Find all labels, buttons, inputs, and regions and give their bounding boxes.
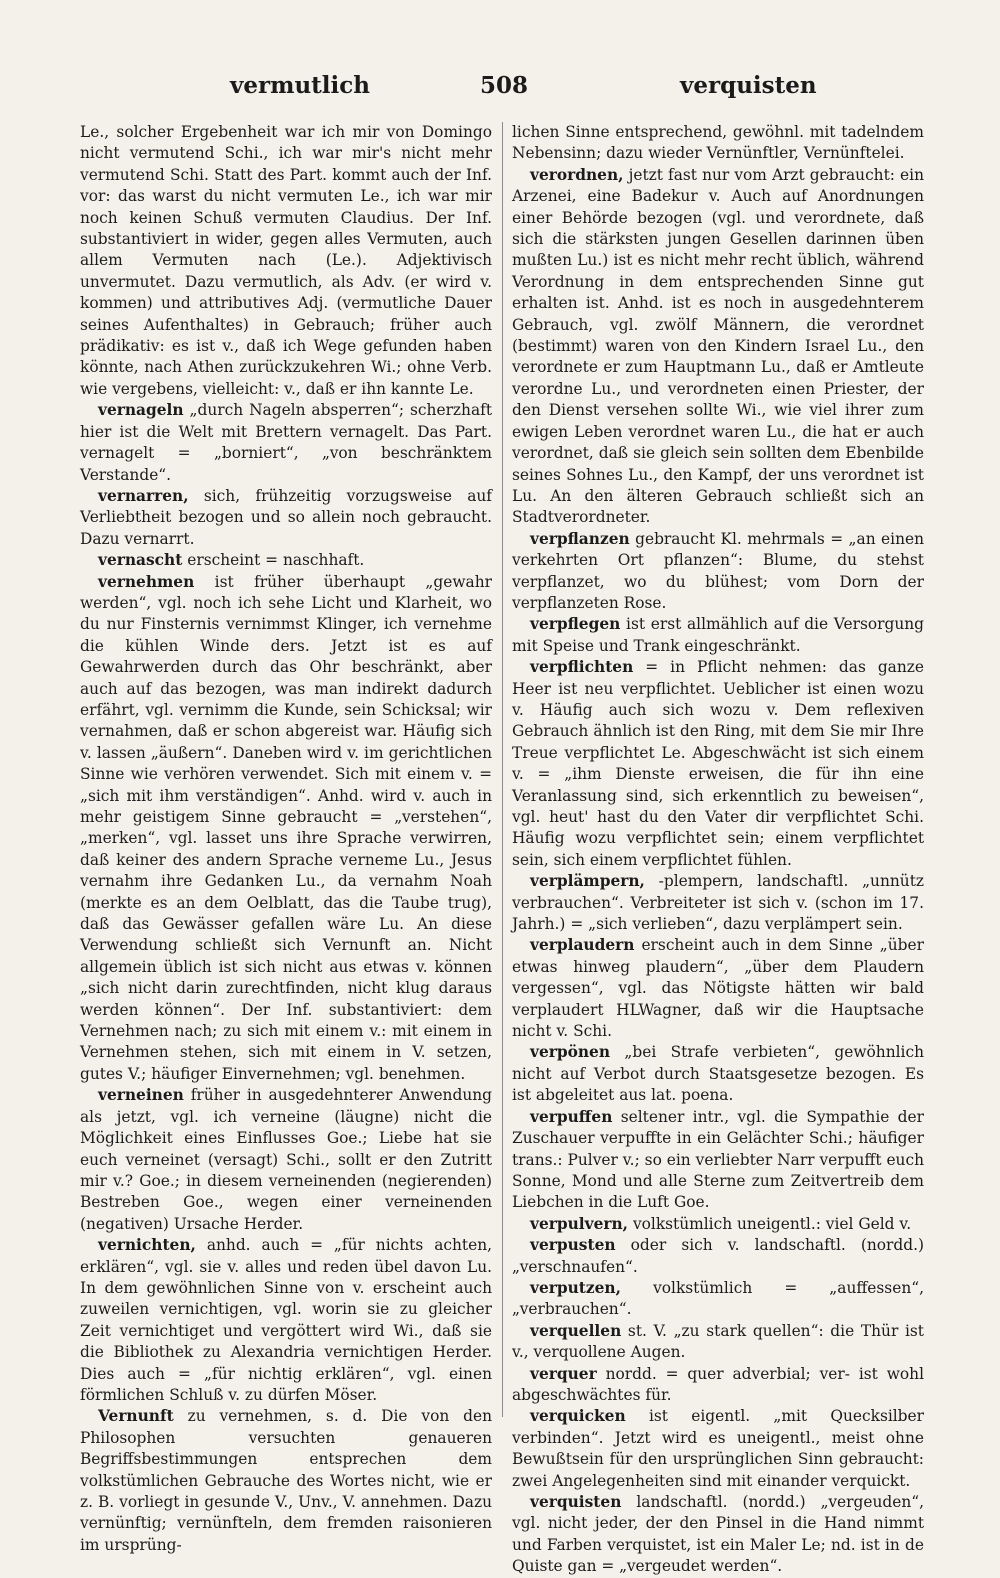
entry-text: landschaftl. (nordd.) „vergeuden“, vgl. nicht jeder, der den Pinsel in die Hand nimmt und Farben verquistet, ist ein Maler Le; nd. ist in de Quiste gan = „vergeudet werden“. xyxy=(512,1493,924,1576)
page-number: 508 xyxy=(480,72,529,99)
entry-text: ist eigentl. „mit Quecksilber verbinden“. Jetzt wird es uneigentl., meist ohne Bewußtsein für den ursprünglichen Sinn gebraucht: zwei Angelegenheiten sind mit einander verquickt. xyxy=(512,1407,924,1490)
entry-headword: verputzen, xyxy=(530,1278,621,1297)
entry-text: jetzt fast nur vom Arzt gebraucht: ein Arzenei, eine Badekur v. Auch auf Anordnungen einer Behörde bezogen (vgl. und verordnete, daß sich die stärksten jungen Gesellen darinnen üben mußten Lu.) ist es nicht mehr recht üblich, während Verordnung in dem entsprechenden Sinne gut erhalten ist. Anhd. ist es noch in ausgedehnterem Gebrauch, vgl. zwölf Männern, die verordnet (bestimmt) waren von den Kindern Israel Lu., den verordnete er zum Hauptmann Lu., daß er Amtleute verordne Lu., und verordneten einen Priester, der den Dienst versehen sollte Wi., wie viel ihrer zum ewigen Leben verordnet waren Lu., die hat er auch verordnet, daß sie gleich sein sollten dem Ebenbilde seines Sohnes Lu., den Kampf, der uns verordnet ist Lu. An den älteren Gebrauch schließt sich an Stadtverordneter. xyxy=(512,165,924,527)
entry-text: seltener intr., vgl. die Sympathie der Zuschauer verpuffte in ein Gelächter Schi.; häufiger trans.: Pulver v.; so ein verliebter Narr verpufft euch Sonne, Mond und alle Sterne zum Zeitvertreib dem Liebchen in die Luft Goe. xyxy=(512,1107,924,1212)
entry-headword: verpflanzen xyxy=(530,529,630,548)
entry-headword: verordnen, xyxy=(530,165,624,184)
entry-headword: verpulvern, xyxy=(530,1214,629,1233)
entry-text: volkstümlich uneigentl.: viel Geld v. xyxy=(628,1214,912,1233)
entry-text: oder sich v. landschaftl. (nordd.) „verschnaufen“. xyxy=(512,1236,924,1276)
column-divider xyxy=(502,122,503,1417)
entry-text: ist früher überhaupt „gewahr werden“, vgl. noch ich sehe Licht und Klarheit, wo du nur Finsternis vernimmst Klinger, ich vernehme die kühlen Winde ders. Jetzt ist es auf Gewahrwerden durch das Ohr beschränkt, aber auch auf das bezogen, was man indirekt dadurch erfährt, vgl. vernimm die Kunde, sein Schicksal; wir vernahmen, daß er schon abgereist war. Häufig sich v. lassen „äußern“. Daneben wird v. im gerichtlichen Sinne wie verhören verwendet. Sich mit einem v. = „sich mit ihm verständigen“. Anhd. wird v. auch in mehr geistigem Sinne gebraucht = „verstehen“, „merken“, vgl. lasset uns ihre Sprache verwirren, daß keiner des andern Sprache verneme Lu., Jesus vernahm ihre Gedanken Lu., da vernahm Noah (merkte es an dem Oelblatt, das die Taube trug), daß das Gewässer gefallen wäre Lu. An diese Verwendung schließt sich Vernunft an. Nicht allgemein üblich ist sich nicht aus etwas v. können „sich nicht darin zurechtfinden, nicht klug daraus werden können“. Der Inf. substantiviert: dem Vernehmen nach; zu sich mit einem v.: mit einem in Vernehmen stehen, sich mit einem in V. setzen, gutes V.; häufiger Einvernehmen; vgl. benehmen. xyxy=(80,572,492,1083)
dictionary-entry xyxy=(80,550,492,571)
dictionary-entry xyxy=(80,572,492,1086)
entry-text: = in Pflicht nehmen: das ganze Heer ist neu verpflichtet. Ueblicher ist einen wozu v. Häufig auch sich wozu v. Dem reflexiven Gebrauch ähnlich ist den Ring, mit dem Sie mir Ihre Treue verpflichtet Le. Abgeschwächt ist sich einem v. = „ihm Dienste erweisen, die für ihn eine Veranlassung sind, sich erkenntlich zu beweisen“, vgl. heut' hast du den Vater dir verpflichtet Schi. Häufig wozu verpflichtet sein; einem verpflichtet sein, sich einem verpflichtet fühlen. xyxy=(512,658,924,869)
dictionary-entry xyxy=(80,1085,492,1235)
entry-text: st. V. „zu stark quellen“: die Thür ist v., verquollene Augen. xyxy=(512,1321,924,1362)
entry-headword: vernascht xyxy=(98,551,183,570)
entry-headword: verneinen xyxy=(98,1086,184,1105)
entry-headword: verpönen xyxy=(530,1043,611,1062)
dictionary-entry xyxy=(512,1278,924,1321)
entry-text: zu vernehmen, s. d. Die von den Philosophen versuchten genaueren Begriffsbestimmungen entsprechen dem volkstümlichen Gebrauche des Wortes nicht, wie er z. B. vorliegt in gesunde V., Unv., V. annehmen. Dazu vernünftig; vernünfteln, dem fremden raisonieren im ursprüng- xyxy=(80,1407,492,1554)
dictionary-entry xyxy=(80,486,492,550)
dictionary-entry xyxy=(512,657,924,871)
entry-headword: verquellen xyxy=(530,1321,622,1340)
dictionary-entry xyxy=(512,122,924,165)
dictionary-entry xyxy=(512,1492,924,1578)
dictionary-entry xyxy=(80,1235,492,1406)
entry-text: „durch Nageln absperren“; scherzhaft hier ist die Welt mit Brettern vernagelt. Das Part. vernagelt = „borniert“, „von beschränktem Verstande“. xyxy=(80,401,492,484)
entry-text: nordd. = quer adverbial; ver- ist wohl abgeschwächtes für. xyxy=(512,1364,924,1404)
entry-headword: verpflegen xyxy=(530,615,621,634)
dictionary-entry xyxy=(512,529,924,615)
entry-text: früher in ausgedehnterer Anwendung als jetzt, vgl. ich verneine (läugne) nicht die Möglichkeit eines Einflusses Goe.; Liebe hat sie euch verneinet (versagt) Schi., sollt er den Zutritt mir v.? Goe.; in diesem verneinenden (negierenden) Bestreben Goe., wegen einer verneinenden (negativen) Ursache Herder. xyxy=(80,1086,492,1233)
entry-text: sich, frühzeitig vorzugsweise auf Verliebtheit bezogen und so allein noch gebraucht. Dazu vernarrt. xyxy=(80,486,492,548)
entry-text: anhd. auch = „für nichts achten, erklären“, vgl. sie v. alles und reden übel davon Lu. In dem gewöhnlichen Sinne von v. erscheint auch zuweilen vernichtigen, vgl. worin sie zu gleicher Zeit vernichtiget und vergöttert wird Wi., daß sie die Bibliothek zu Alexandria vernichtigen Herder. Dies auch = „für nichtig erklären“, vgl. einen förmlichen Schluß v. zu dürfen Möser. xyxy=(80,1236,492,1404)
entry-headword: verplaudern xyxy=(530,936,635,955)
entry-headword: verquisten xyxy=(530,1493,622,1511)
dictionary-entry xyxy=(512,1107,924,1214)
dictionary-entry xyxy=(512,935,924,1042)
entry-headword: verplämpern, xyxy=(530,872,645,891)
dictionary-entry xyxy=(512,1406,924,1492)
dictionary-entry xyxy=(80,400,492,486)
page-header xyxy=(80,72,932,112)
dictionary-entry xyxy=(512,1042,924,1106)
entry-text: -plempern, landschaftl. „unnütz verbrauchen“. Verbreiteter ist sich v. (schon im 17. Jahrh.) = „sich verlieben“, dazu verplämpert sein. xyxy=(512,872,924,934)
left-running-headword: vermutlich xyxy=(230,72,370,99)
entry-text: volkstümlich = „auffessen“, „verbrauchen“. xyxy=(512,1278,924,1319)
entry-headword: vernarren, xyxy=(98,486,189,505)
entry-text: lichen Sinne entsprechend, gewöhnl. mit tadelndem Nebensinn; dazu wieder Vernünftler, Vernünftelei. xyxy=(512,123,924,163)
entry-headword: Vernunft xyxy=(98,1407,174,1426)
entry-headword: vernehmen xyxy=(98,572,195,591)
dictionary-entry xyxy=(512,871,924,935)
entry-headword: verquer xyxy=(530,1364,597,1383)
entry-headword: verquicken xyxy=(530,1407,626,1426)
right-running-headword: verquisten xyxy=(680,72,817,99)
dictionary-entry xyxy=(512,614,924,657)
entry-headword: vernichten, xyxy=(98,1236,196,1255)
entry-text: erscheint auch in dem Sinne „über etwas hinweg plaudern“, „über dem Plaudern vergessen“, vgl. das Nötigste hätten wir bald verplaudert HLWagner, daß wir die Hauptsache nicht v. Schi. xyxy=(512,936,924,1041)
entry-text: gebraucht Kl. mehrmals = „an einen verkehrten Ort pflanzen“: Blume, du stehst verpflanzet, wo du blühest; vom Dorn der verpflanzeten Rose. xyxy=(512,529,924,612)
dictionary-entry xyxy=(512,1235,924,1278)
entry-headword: verpflichten xyxy=(530,658,634,677)
dictionary-entry xyxy=(512,1214,924,1235)
dictionary-entry xyxy=(80,122,492,400)
right-column xyxy=(512,122,924,1576)
dictionary-entry xyxy=(80,1406,492,1556)
left-column xyxy=(80,122,492,1554)
entry-text: „bei Strafe verbieten“, gewöhnlich nicht auf Verbot durch Staatsgesetze bezogen. Es ist abgeleitet aus lat. poena. xyxy=(512,1043,924,1105)
dictionary-entry xyxy=(512,165,924,529)
entry-headword: verpuffen xyxy=(530,1107,613,1126)
entry-text: erscheint = naschhaft. xyxy=(182,551,365,570)
entry-text: ist erst allmählich auf die Versorgung mit Speise und Trank eingeschränkt. xyxy=(512,615,924,655)
entry-headword: vernageln xyxy=(98,401,184,420)
entry-text: Le., solcher Ergebenheit war ich mir von Domingo nicht vermutend Schi., ich war mir's nicht mehr vermutend Schi. Statt des Part. kommt auch der Inf. vor: das warst du nicht vermuten Le., ich war mir noch keinen Schuß vermuten Claudius. Der Inf. substantiviert in wider, gegen alles Vermuten, auch allem Vermuten nach (Le.). Adjektivisch unvermutet. Dazu vermutlich, als Adv. (er wird v. kommen) und attributives Adj. (vermutliche Dauer seines Aufenthaltes) in Gebrauch; früher auch prädikativ: es ist v., daß ich Wege gefunden haben könnte, nach Athen zurückzukehren Wi.; ohne Verb. wie vergebens, vielleicht: v., daß er ihn kannte Le. xyxy=(80,123,492,398)
entry-headword: verpusten xyxy=(530,1236,616,1255)
dictionary-entry xyxy=(512,1364,924,1407)
dictionary-entry xyxy=(512,1321,924,1364)
